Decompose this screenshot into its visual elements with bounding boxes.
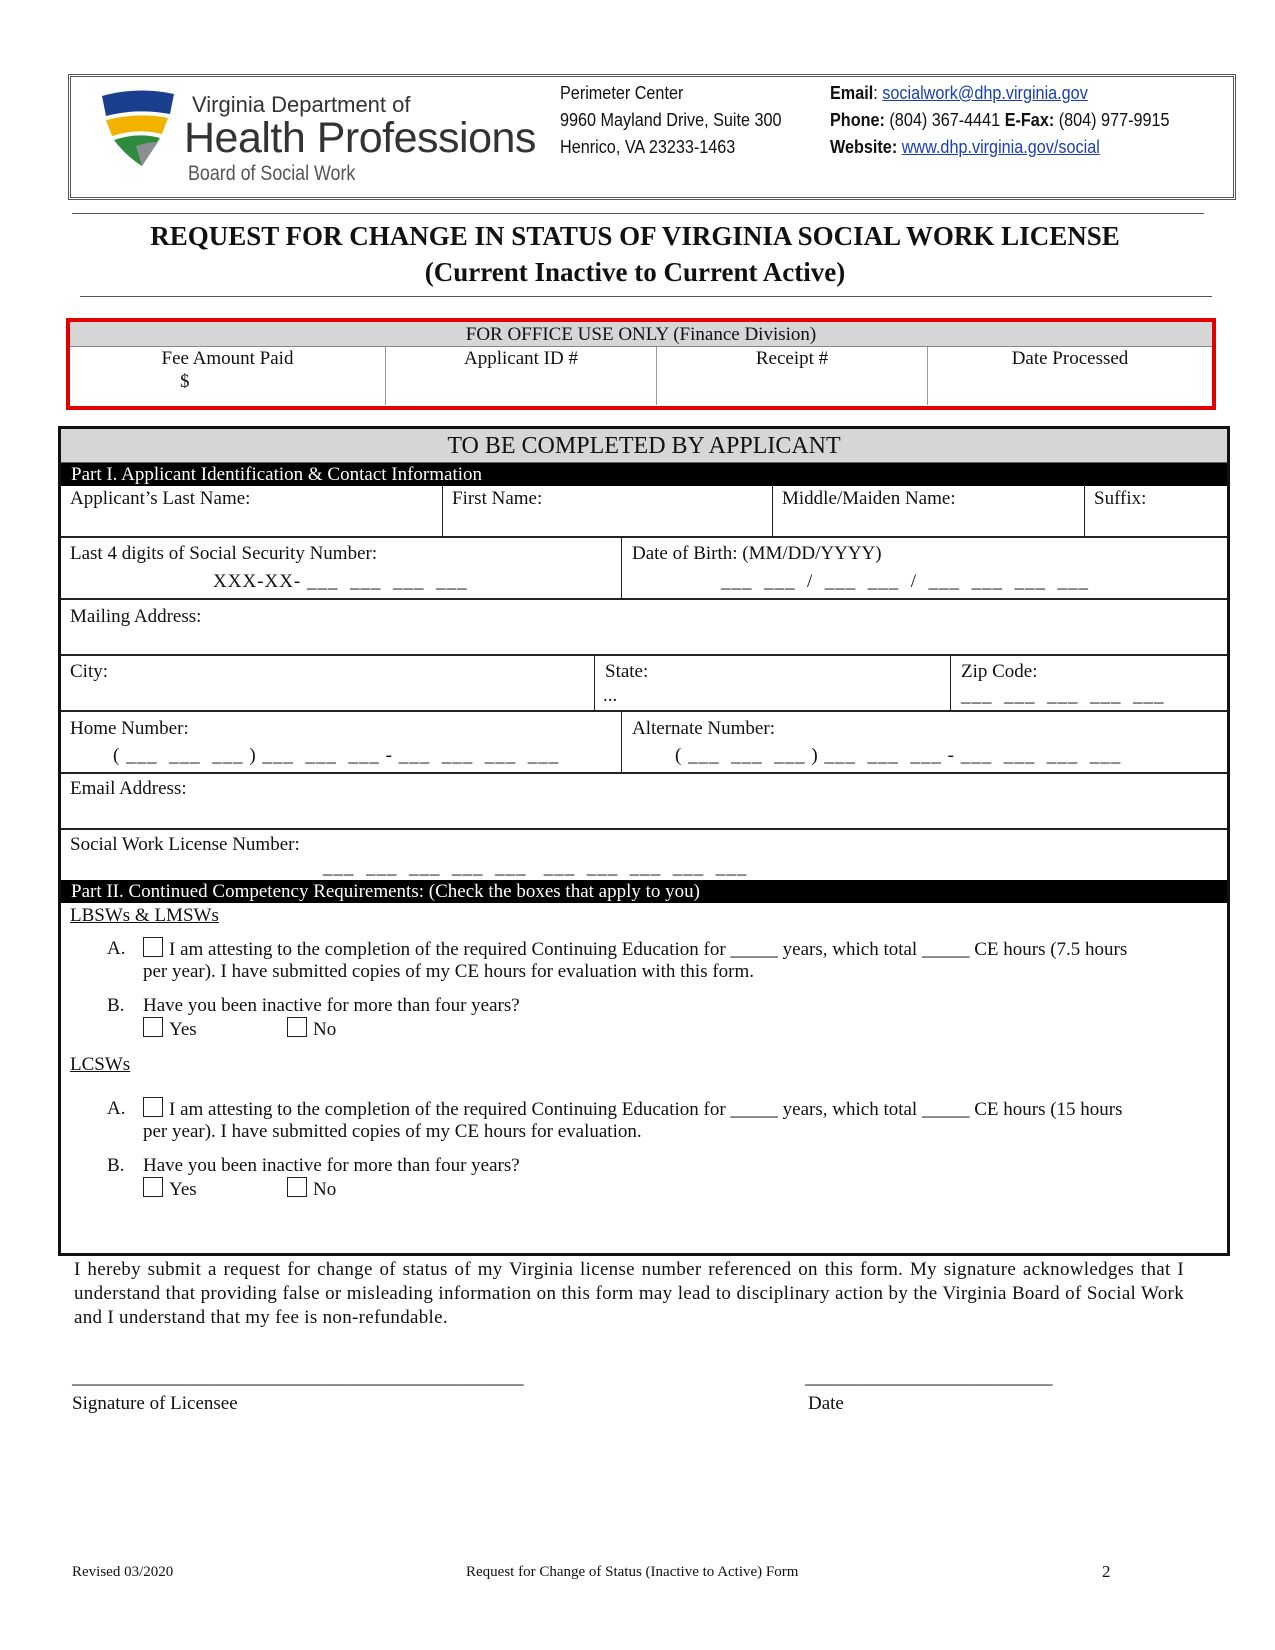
logo-line-3: Board of Social Work xyxy=(188,162,356,185)
lcsw-a-line-2: per year). I have submitted copies of my CE hours for evaluation. xyxy=(143,1121,642,1142)
divider xyxy=(621,538,622,598)
lbsw-no-option[interactable] xyxy=(287,1017,336,1042)
lbsw-a-line-2: per year). I have submitted copies of my CE hours for evaluation with this form. xyxy=(143,961,755,982)
lcsw-b-marker: B. xyxy=(107,1155,125,1176)
applicant-heading: TO BE COMPLETED BY APPLICANT xyxy=(61,429,1227,463)
lcsw-yes-option[interactable] xyxy=(143,1177,197,1202)
dhp-logo xyxy=(96,86,566,192)
mailing-address-label: Mailing Address: xyxy=(70,606,202,627)
lcsw-a-text: I am attesting to the completion of the required Continuing Education for _____ years, which total _____ CE hours (15 hours xyxy=(169,1099,1123,1120)
signature-line[interactable]: _____________________________________________________ xyxy=(72,1367,523,1388)
title-top-rule xyxy=(72,213,1204,214)
title-line-2: (Current Inactive to Current Active) xyxy=(424,257,846,287)
divider xyxy=(594,656,595,710)
part2-heading: Part II. Continued Competency Requirements: (Check the boxes that apply to you) xyxy=(61,880,1227,903)
website-label: Website: xyxy=(830,137,898,157)
lbsw-no-checkbox[interactable] xyxy=(287,1017,307,1037)
first-name-label: First Name: xyxy=(452,488,543,509)
license-number-label: Social Work License Number: xyxy=(70,834,300,855)
ssn-label: Last 4 digits of Social Security Number: xyxy=(70,543,378,564)
dob-field[interactable]: ___ ___ / ___ ___ / ___ ___ ___ ___ xyxy=(721,571,1090,592)
lcsw-a-line xyxy=(143,1097,1123,1122)
applicant-section xyxy=(58,426,1230,1256)
email-separator: : xyxy=(873,83,878,103)
address-line-1: Perimeter Center xyxy=(560,83,684,103)
email-line xyxy=(830,80,1170,107)
lbsw-a-line xyxy=(143,937,1127,962)
divider xyxy=(950,656,951,710)
yes-label: Yes xyxy=(169,1179,197,1200)
address-line-2: 9960 Mayland Drive, Suite 300 xyxy=(560,110,782,130)
title-bottom-rule xyxy=(80,296,1212,297)
efax-label: E-Fax: xyxy=(1004,110,1055,130)
lbsw-yes-option[interactable] xyxy=(143,1017,197,1042)
suffix-label: Suffix: xyxy=(1094,488,1147,509)
contact-info xyxy=(830,80,1170,161)
page-number: 2 xyxy=(1102,1562,1111,1581)
phone-value: (804) 367-4441 xyxy=(889,110,1001,130)
email-link[interactable]: socialwork@dhp.virginia.gov xyxy=(882,83,1088,103)
lbsw-yes-checkbox[interactable] xyxy=(143,1017,163,1037)
license-number-field[interactable]: ___ ___ ___ ___ ___ ___ ___ ___ ___ ___ xyxy=(323,857,748,878)
lbsw-a-marker: A. xyxy=(107,938,126,959)
yes-label: Yes xyxy=(169,1019,197,1040)
divider xyxy=(621,712,622,772)
date-processed-cell[interactable] xyxy=(928,347,1212,405)
address-line-3: Henrico, VA 23233-1463 xyxy=(560,137,736,157)
city-label: City: xyxy=(70,661,109,682)
row-divider xyxy=(61,536,1227,538)
lbsw-b-marker: B. xyxy=(107,995,125,1016)
date-processed-label: Date Processed xyxy=(1011,348,1129,369)
fee-amount-cell[interactable] xyxy=(70,347,386,405)
applicant-id-label: Applicant ID # xyxy=(464,348,578,369)
lcsw-no-option[interactable] xyxy=(287,1177,336,1202)
row-divider xyxy=(61,828,1227,830)
part1-heading: Part I. Applicant Identification & Contact Information xyxy=(61,463,1227,486)
no-label: No xyxy=(313,1019,337,1040)
middle-name-label: Middle/Maiden Name: xyxy=(782,488,956,509)
mailing-address-field[interactable] xyxy=(63,600,1225,653)
lbsw-ce-checkbox[interactable] xyxy=(143,937,163,957)
office-use-box xyxy=(66,318,1216,410)
lcsw-ce-checkbox[interactable] xyxy=(143,1097,163,1117)
home-number-label: Home Number: xyxy=(70,718,189,739)
email-address-label: Email Address: xyxy=(70,778,187,799)
title-line-1: REQUEST FOR CHANGE IN STATUS OF VIRGINIA SOCIAL WORK LICENSE xyxy=(150,221,1120,251)
date-label: Date xyxy=(808,1393,844,1414)
logo-line-1: Virginia Department of xyxy=(192,92,411,117)
zip-field[interactable]: ___ ___ ___ ___ ___ xyxy=(961,685,1165,706)
lbsw-a-text: I am attesting to the completion of the required Continuing Education for _____ years, which total _____ CE hours (7.5 hours xyxy=(169,939,1128,960)
fee-dollar-sign: $ xyxy=(180,371,190,392)
receipt-label: Receipt # xyxy=(755,348,829,369)
ssn-field[interactable]: XXX-XX- ___ ___ ___ ___ xyxy=(213,571,468,592)
lcsw-a-marker: A. xyxy=(107,1098,126,1119)
suffix-field[interactable] xyxy=(1085,486,1225,536)
no-label: No xyxy=(313,1179,337,1200)
state-label: State: xyxy=(605,661,649,682)
dob-label: Date of Birth: (MM/DD/YYYY) xyxy=(632,543,882,564)
website-line xyxy=(830,134,1170,161)
revised-date: Revised 03/2020 xyxy=(72,1564,174,1580)
lbsw-b-question: Have you been inactive for more than four years? xyxy=(143,995,520,1016)
email-label: Email xyxy=(830,83,874,103)
first-name-field[interactable] xyxy=(443,486,771,536)
date-line[interactable]: _____________________________ xyxy=(805,1367,1052,1388)
last-name-label: Applicant’s Last Name: xyxy=(70,488,251,509)
office-address xyxy=(560,80,782,161)
middle-name-field[interactable] xyxy=(773,486,1083,536)
dhp-emblem-icon xyxy=(96,86,180,170)
lcsw-no-checkbox[interactable] xyxy=(287,1177,307,1197)
phone-label: Phone: xyxy=(830,110,885,130)
receipt-cell[interactable] xyxy=(657,347,928,405)
website-link[interactable]: www.dhp.virginia.gov/social xyxy=(901,137,1100,157)
zip-label: Zip Code: xyxy=(961,661,1038,682)
lcsw-heading: LCSWs xyxy=(70,1054,131,1075)
phone-line xyxy=(830,107,1170,134)
home-number-field[interactable]: ( ___ ___ ___ ) ___ ___ ___ - ___ ___ ___ ___ xyxy=(113,745,560,766)
fee-amount-label: Fee Amount Paid xyxy=(161,348,294,369)
signature-label: Signature of Licensee xyxy=(72,1393,238,1414)
state-value[interactable]: ... xyxy=(603,685,618,706)
city-field[interactable] xyxy=(63,656,593,709)
lcsw-b-question: Have you been inactive for more than four years? xyxy=(143,1155,520,1176)
lcsw-yes-checkbox[interactable] xyxy=(143,1177,163,1197)
last-name-field[interactable] xyxy=(63,486,441,536)
row-divider xyxy=(61,710,1227,712)
email-address-field[interactable] xyxy=(63,774,1225,827)
office-use-heading: FOR OFFICE USE ONLY (Finance Division) xyxy=(70,322,1212,347)
applicant-id-cell[interactable] xyxy=(386,347,657,405)
alternate-number-label: Alternate Number: xyxy=(632,718,775,739)
lbsw-heading: LBSWs & LMSWs xyxy=(70,905,219,926)
attestation-statement: I hereby submit a request for change of status of my Virginia license number referenced on this form. My signature acknowledges that I understand that providing false or misleading information on this form may lead to disciplinary action by the Virginia Board of Social Work and I understand that my fee is non-refundable. xyxy=(74,1259,1184,1328)
efax-value: (804) 977-9915 xyxy=(1058,110,1170,130)
alternate-number-field[interactable]: ( ___ ___ ___ ) ___ ___ ___ - ___ ___ ___ ___ xyxy=(675,745,1122,766)
form-title xyxy=(80,218,1190,290)
logo-line-2: Health Professions xyxy=(184,114,536,162)
footer-form-name: Request for Change of Status (Inactive to Active) Form xyxy=(466,1564,799,1580)
